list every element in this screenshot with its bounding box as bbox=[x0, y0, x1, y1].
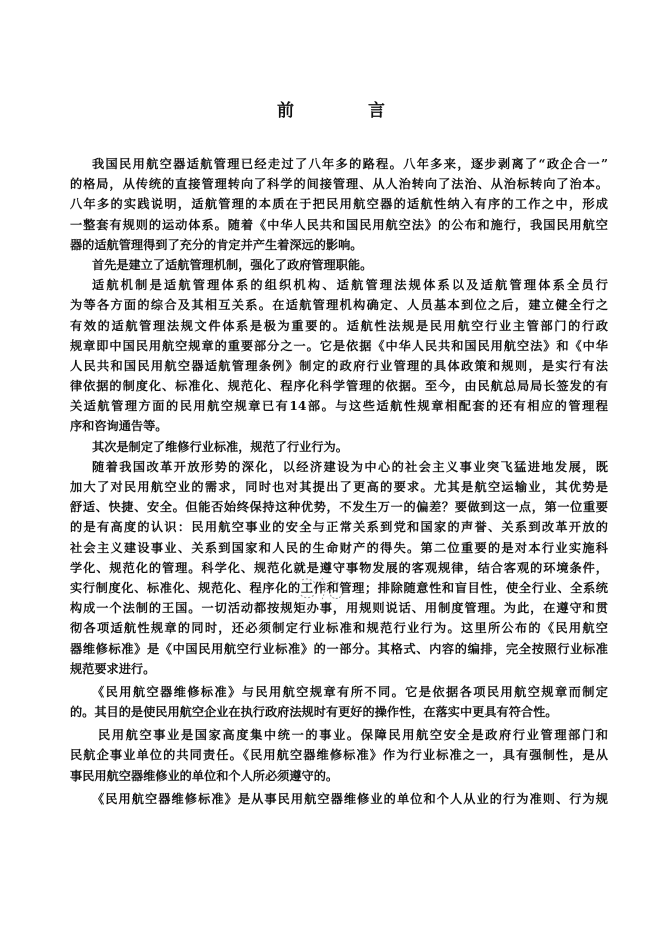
text-line: 一整套有规则的运动体系。随着《中华人民共和国民用航空法》的公布和施行，我国民用航空 bbox=[70, 217, 608, 232]
text-line: 序和咨询通告等。 bbox=[70, 419, 168, 434]
text-line: 《民用航空器维修标准》是从事民用航空器维修业的单位和个人从业的行为准则、行为规 bbox=[92, 791, 608, 806]
text-line: 规范要求进行。 bbox=[70, 661, 156, 676]
text-line: 学化、规范化的管理。科学化、规范化就是遵守事物发展的客观规律，结合客观的环境条件， bbox=[70, 560, 608, 575]
text-line: 随着我国改革开放形势的深化，以经济建设为中心的社会主义事业突飞猛进地发展，既 bbox=[92, 459, 608, 474]
text-line: 关适航管理方面的民用航空规章已有14部。与这些适航性规章相配套的还有相应的管理程 bbox=[70, 399, 608, 414]
text-line: 民航企事业单位的共同责任。《民用航空器维修标准》作为行业标准之一，具有强制性，是从 bbox=[70, 748, 608, 763]
text-line: 事民用航空器维修业的单位和个人所必须遵守的。 bbox=[70, 768, 339, 783]
text-line: 我国民用航空器适航管理已经走过了八年多的路程。八年多来，逐步剥离了“政企合一” bbox=[92, 157, 608, 171]
text-line: 适航机制是适航管理体系的组织机构、适航管理法规体系以及适航管理体系全员行 bbox=[92, 278, 608, 293]
preface-body bbox=[70, 154, 608, 809]
page-title: 前 言 bbox=[277, 101, 419, 121]
text-line: 律依据的制度化、标准化、规范化、程序化科学管理的依据。至今，由民航总局局长签发的有 bbox=[70, 379, 608, 394]
text-line: 为等各方面的综合及其相互关系。在适航管理机构确定、人员基本到位之后，建立健全行之 bbox=[70, 298, 608, 313]
text-line: 加大了对民用航空业的需求，同时也对其提出了更高的要求。尤其是航空运输业，其优势是 bbox=[70, 480, 608, 494]
text-line: 的。其目的是使民用航空企业在执行政府法规时有更好的操作性，在落实中更具有符合性。 bbox=[70, 705, 558, 720]
text-line: 有效的适航管理法规文件体系是极为重要的。适航性法规是民用航空行业主管部门的行政 bbox=[70, 318, 608, 333]
text-line: 八年多的实践说明，适航管理的本质在于把民用航空器的适航性纳入有序的工作之中，形成 bbox=[70, 197, 608, 212]
text-line: 彻各项适航性规章的同时，还必须制定行业标准和规范行业行为。这里所公布的《民用航空 bbox=[70, 621, 608, 636]
text-line: 器的适航管理得到了充分的肯定并产生着深远的影响。 bbox=[70, 237, 363, 252]
text-line: 的格局，从传统的直接管理转向了科学的间接管理、从人治转向了法治、从治标转向了治本。 bbox=[70, 177, 608, 192]
text-line: 民用航空事业是国家高度集中统一的事业。保障民用航空安全是政府行业管理部门和 bbox=[98, 728, 608, 743]
text-line: 人民共和国民用航空器适航管理条例》制定的政府行业管理的具体政策和规则，是实行有法 bbox=[70, 358, 608, 373]
text-line: 其次是制定了维修行业标准，规范了行业行为。 bbox=[92, 439, 348, 454]
text-line: 《民用航空器维修标准》与民用航空规章有所不同。它是依据各项民用航空规章而制定 bbox=[92, 684, 608, 699]
text-line: 构成一个法制的王国。一切活动都按规矩办事，用规则说话、用制度管理。为此，在遵守和贯 bbox=[70, 601, 608, 616]
text-line: 规章即中国民用航空规章的重要部分之一。它是依据《中华人民共和国民用航空法》和《中华 bbox=[70, 338, 608, 353]
text-line: 的是有高度的认识：民用航空事业的安全与正常关系到党和国家的声誉、关系到改革开放的 bbox=[70, 520, 608, 535]
text-line: 实行制度化、标准化、规范化、程序化的工作和管理；排除随意性和盲目性，使全行业、全系统 bbox=[70, 580, 608, 595]
text-line: 社会主义建设事业、关系到国家和人民的生命财产的得失。第二位重要的是对本行业实施科 bbox=[70, 540, 608, 555]
text-line: 舒适、快捷、安全。但能否始终保持这种优势，不发生万一的偏差？要做到这一点，第一位重要 bbox=[70, 500, 608, 515]
text-line: 首先是建立了适航管理机制，强化了政府管理职能。 bbox=[92, 257, 373, 272]
text-line: 器维修标准》是《中国民用航空行业标准》的一部分。其格式、内容的编排，完全按照行业标准 bbox=[70, 641, 608, 656]
